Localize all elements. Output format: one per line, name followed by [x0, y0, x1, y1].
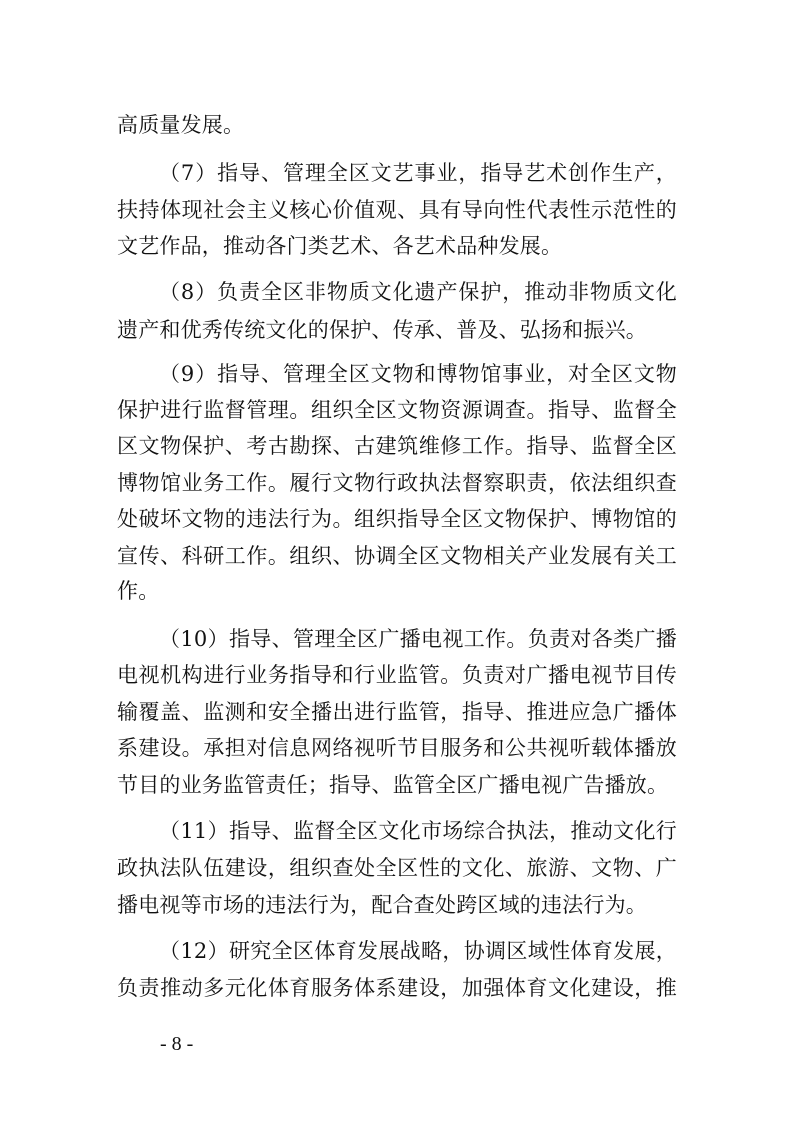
- text-line: 文艺作品，推动各门类艺术、各艺术品种发展。: [117, 234, 563, 258]
- text-line: 作。: [117, 579, 160, 603]
- text-line: （11）指导、监督全区文化市场综合执法，推动文化行: [159, 819, 677, 843]
- text-line: （12）研究全区体育发展战略，协调区域性体育发展，: [159, 939, 677, 963]
- text-line: 遗产和优秀传统文化的保护、传承、普及、弘扬和振兴。: [117, 318, 647, 342]
- text-line: （7）指导、管理全区文艺事业，指导艺术创作生产，: [159, 161, 677, 185]
- text-line: 博物馆业务工作。履行文物行政执法督察职责，依法组织查: [117, 471, 677, 495]
- text-line: 处破坏文物的违法行为。组织指导全区文物保护、博物馆的: [117, 507, 677, 531]
- text-line: 扶持体现社会主义核心价值观、具有导向性代表性示范性的: [117, 198, 677, 222]
- text-line: （10）指导、管理全区广播电视工作。负责对各类广播: [159, 627, 677, 651]
- text-line: 高质量发展。: [117, 113, 245, 137]
- text-line: 节目的业务监管责任；指导、监管全区广播电视广告播放。: [117, 773, 669, 797]
- text-line: 政执法队伍建设，组织查处全区性的文化、旅游、文物、广: [117, 856, 677, 880]
- text-line: 电视机构进行业务指导和行业监管。负责对广播电视节目传: [117, 663, 677, 687]
- text-line: （9）指导、管理全区文物和博物馆事业，对全区文物: [159, 362, 677, 386]
- text-line: 系建设。承担对信息网络视听节目服务和公共视听载体播放: [117, 736, 677, 760]
- text-line: 宣传、科研工作。组织、协调全区文物相关产业发展有关工: [117, 544, 677, 568]
- text-line: 保护进行监督管理。组织全区文物资源调查。指导、监督全: [117, 398, 677, 422]
- text-line: 负责推动多元化体育服务体系建设，加强体育文化建设，推: [117, 976, 677, 1000]
- text-line: 区文物保护、考古勘探、古建筑维修工作。指导、监督全区: [117, 434, 677, 458]
- text-line: （8）负责全区非物质文化遗产保护，推动非物质文化: [159, 280, 677, 304]
- text-line: 播电视等市场的违法行为，配合查处跨区域的违法行为。: [117, 893, 647, 917]
- page-number: - 8 -: [160, 1033, 194, 1055]
- text-line: 输覆盖、监测和安全播出进行监管，指导、推进应急广播体: [117, 700, 677, 724]
